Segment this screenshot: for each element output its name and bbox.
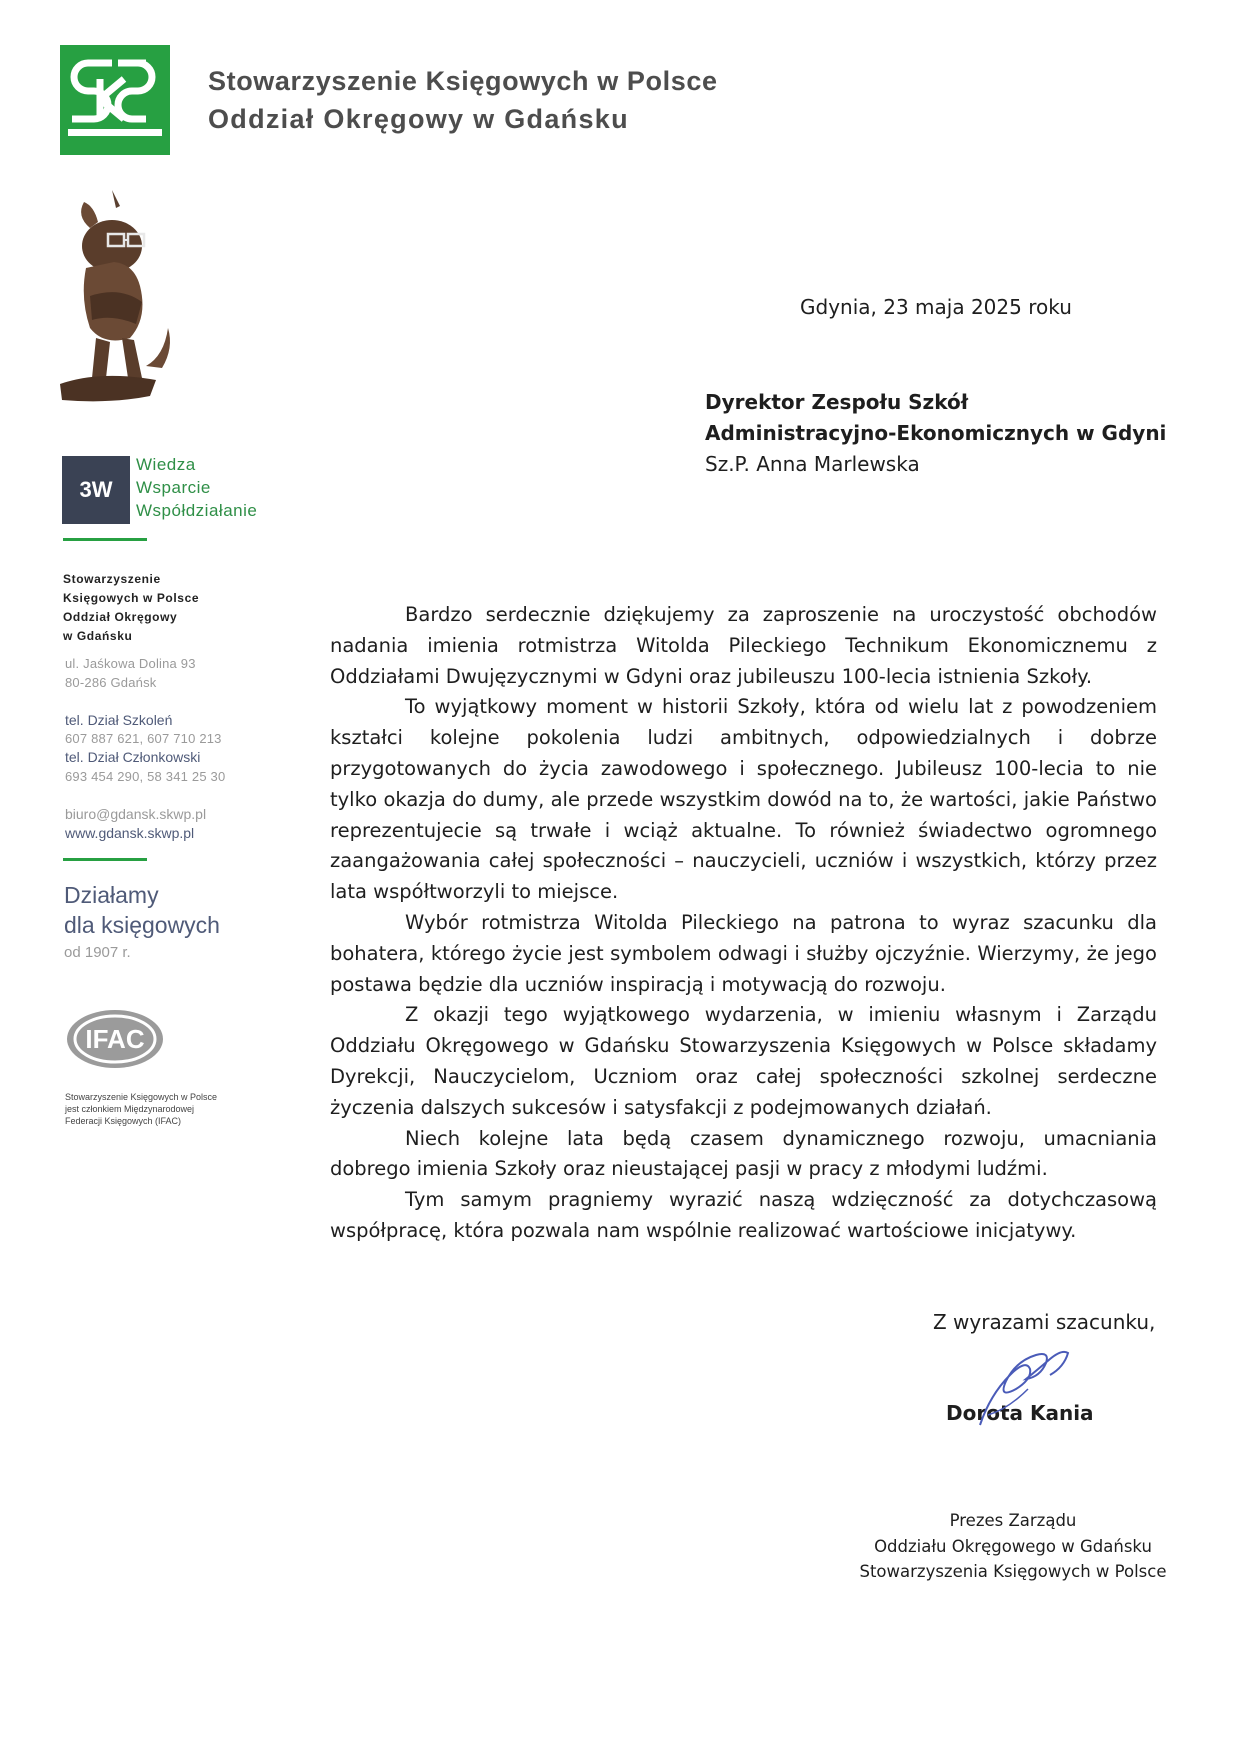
sidebar-org-line: w Gdańsku <box>63 629 133 643</box>
website-link[interactable]: www.gdansk.skwp.pl <box>65 825 195 841</box>
signer-role: Prezes Zarządu <box>949 1511 1077 1530</box>
value-cooperation: Współdziałanie <box>136 501 258 520</box>
letter-body <box>330 600 1157 1247</box>
contact-label-training: tel. Dział Szkoleń <box>65 712 173 728</box>
letter-paragraph: Niech kolejne lata będą czasem dynamicznego rozwoju, umacniania dobrego imienia Szkoły oraz nieustającej pasji w pracy z młodymi ludźmi. <box>330 1126 1157 1181</box>
3w-badge-text: 3W <box>79 477 113 502</box>
divider <box>63 538 147 541</box>
divider <box>63 858 147 861</box>
sidebar-org-line: Księgowych w Polsce <box>63 591 200 605</box>
since-year: od 1907 r. <box>64 944 131 961</box>
signer-name: Dorota Kania <box>946 1401 1094 1425</box>
accountant-statue-image <box>50 188 175 418</box>
letter-paragraph: Bardzo serdecznie dziękujemy za zaproszenie na uroczystość obchodów nadania imienia rotmistrza Witolda Pileckiego Technikum Ekonomicznemu z Oddziałami Dwujęzycznymi w Gdyni oraz jubileuszu 100-lecia istnienia Szkoły. <box>330 603 1157 688</box>
org-name-line1: Stowarzyszenie Księgowych w Polsce <box>208 66 718 96</box>
address-street: ul. Jaśkowa Dolina 93 <box>65 656 196 671</box>
skwp-logo <box>60 45 170 155</box>
email-link[interactable]: biuro@gdansk.skwp.pl <box>65 806 207 822</box>
address-city: 80-286 Gdańsk <box>65 675 157 690</box>
closing-phrase: Z wyrazami szacunku, <box>933 1310 1156 1334</box>
place-date: Gdynia, 23 maja 2025 roku <box>800 295 1072 319</box>
contact-phone-membership: 693 454 290, 58 341 25 30 <box>65 769 226 784</box>
value-knowledge: Wiedza <box>136 455 196 474</box>
ifac-logo <box>65 1008 165 1070</box>
recipient-title: Dyrektor Zespołu Szkół <box>705 390 969 414</box>
contact-label-membership: tel. Dział Członkowski <box>65 749 201 765</box>
membership-note: Federacji Księgowych (IFAC) <box>65 1116 182 1126</box>
contact-phone-training: 607 887 621, 607 710 213 <box>65 731 222 746</box>
recipient-name: Sz.P. Anna Marlewska <box>705 452 920 476</box>
signer-role: Stowarzyszenia Księgowych w Polsce <box>859 1562 1167 1581</box>
3w-badge <box>62 456 130 524</box>
skwp-logo-mark <box>60 45 170 155</box>
signer-role: Oddziału Okręgowego w Gdańsku <box>874 1537 1152 1556</box>
slogan-line2: dla księgowych <box>64 912 220 938</box>
org-name-line2: Oddział Okręgowy w Gdańsku <box>208 104 629 134</box>
letter-paragraph: Tym samym pragniemy wyrazić naszą wdzięczność za dotychczasową współpracę, która pozwala nam wspólnie realizować wartościowe inicjatywy. <box>330 1188 1157 1242</box>
letter-paragraph: Wybór rotmistrza Witolda Pileckiego na patrona to wyraz szacunku dla bohatera, którego życie jest symbolem odwagi i służby ojczyźnie. Wierzymy, że jego postawa będzie dla uczniów inspiracją i motywacją do rozwoju. <box>330 910 1157 996</box>
ifac-logo-text: IFAC <box>85 1024 145 1054</box>
membership-note: jest członkiem Międzynarodowej <box>65 1104 195 1114</box>
recipient-institution: Administracyjno-Ekonomicznych w Gdyni <box>705 421 1167 445</box>
membership-note: Stowarzyszenie Księgowych w Polsce <box>65 1092 218 1102</box>
sidebar-org-line: Stowarzyszenie <box>63 572 161 586</box>
handwritten-signature <box>960 1325 1080 1435</box>
letter-paragraph: Z okazji tego wyjątkowego wydarzenia, w imieniu własnym i Zarządu Oddziału Okręgowego w Gdańsku Stowarzyszenia Księgowych w Polsce składamy Dyrekcji, Nauczycielom, Uczniom oraz całej społeczności szkolnej serdeczne życzenia dalszych sukcesów i satysfakcji z podejmowanych działań. <box>330 1003 1157 1119</box>
sidebar-org-line: Oddział Okręgowy <box>63 610 178 624</box>
value-support: Wsparcie <box>136 478 211 497</box>
slogan-line1: Działamy <box>64 882 159 908</box>
letter-paragraph: To wyjątkowy moment w historii Szkoły, która od wielu lat z powodzeniem kształci kolejne pokolenia ludzi ambitnych, odpowiedzialnych i dobrze przygotowanych do życia zawodowego i społecznego. Jubileusz 100-lecia to nie tylko okazja do dumy, ale przede wszystkim dowód na to, że wartości, jakie Państwo reprezentujecie są trwałe i wciąż aktualne. To również świadectwo ogromnego zaangażowania całej społeczności – nauczycieli, uczniów i wszystkich, którzy przez lata współtworzyli to miejsce. <box>330 695 1157 904</box>
